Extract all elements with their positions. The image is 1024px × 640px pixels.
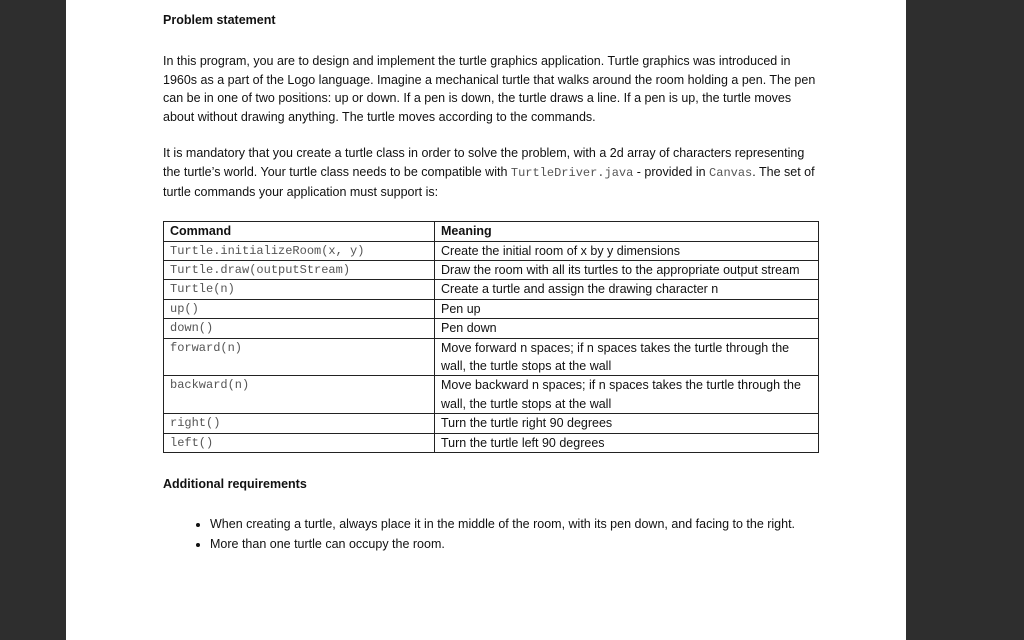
meaning-cell: Pen up: [435, 299, 819, 318]
paragraph-requirements-intro: [163, 144, 823, 201]
header-command: Command: [164, 222, 435, 241]
table-row: [164, 280, 819, 299]
command-cell: forward(n): [164, 338, 435, 376]
commands-table: [163, 221, 819, 453]
section-heading: Problem statement: [163, 13, 276, 27]
paragraph-text: It is mandatory that you create a turtle class in order to solve the problem, with a 2d array of characters representing the turtle’s world. Your turtle class needs to be compatible with: [163, 146, 805, 179]
meaning-cell: Turn the turtle left 90 degrees: [435, 433, 819, 452]
paragraph-text: . The set of turtle commands your application must support is:: [163, 164, 815, 199]
requirements-list: [163, 515, 823, 554]
code-turtledriver: TurtleDriver.java: [510, 165, 634, 180]
table-row: [164, 260, 819, 279]
meaning-cell: Create a turtle and assign the drawing character n: [435, 280, 819, 299]
command-cell: Turtle.initializeRoom(x, y): [164, 241, 435, 260]
code-canvas: Canvas: [709, 165, 753, 180]
table-row: [164, 241, 819, 260]
meaning-cell: Move backward n spaces; if n spaces takes the turtle through the wall, the turtle stops at the wall: [435, 376, 819, 414]
document-content: [163, 11, 823, 556]
meaning-cell: Create the initial room of x by y dimensions: [435, 241, 819, 260]
meaning-cell: Move forward n spaces; if n spaces takes the turtle through the wall, the turtle stops at the wall: [435, 338, 819, 376]
document-page: [66, 0, 906, 640]
table-row: [164, 338, 819, 376]
subheading-additional: Additional requirements: [163, 477, 307, 492]
meaning-cell: Pen down: [435, 319, 819, 338]
command-cell: Turtle(n): [164, 280, 435, 299]
table-row: [164, 414, 819, 433]
list-item: • When creating a turtle, always place it in the middle of the room, with its pen down, and facing to the right.: [210, 515, 823, 533]
command-cell: Turtle.draw(outputStream): [164, 260, 435, 279]
command-cell: up(): [164, 299, 435, 318]
table-row: [164, 299, 819, 318]
header-meaning: Meaning: [435, 222, 819, 241]
command-cell: backward(n): [164, 376, 435, 414]
command-cell: right(): [164, 414, 435, 433]
paragraph-text: - provided in: [633, 164, 710, 179]
table-row: [164, 376, 819, 414]
list-item: • More than one turtle can occupy the room.: [210, 535, 823, 553]
table-row: [164, 433, 819, 452]
command-cell: left(): [164, 433, 435, 452]
paragraph-intro: In this program, you are to design and implement the turtle graphics application. Turtle graphics was introduced in 1960s as a part of the Logo language. Imagine a mechanical turtle that walks around the room holding a pen. The pen can be in one of two positions: up or down. If a pen is down, the turtle draws a line. If a pen is up, the turtle moves about without drawing anything. The turtle moves according to the commands.: [163, 54, 816, 124]
table-row: [164, 319, 819, 338]
meaning-cell: Turn the turtle right 90 degrees: [435, 414, 819, 433]
meaning-cell: Draw the room with all its turtles to the appropriate output stream: [435, 260, 819, 279]
table-header-row: [164, 222, 819, 241]
command-cell: down(): [164, 319, 435, 338]
